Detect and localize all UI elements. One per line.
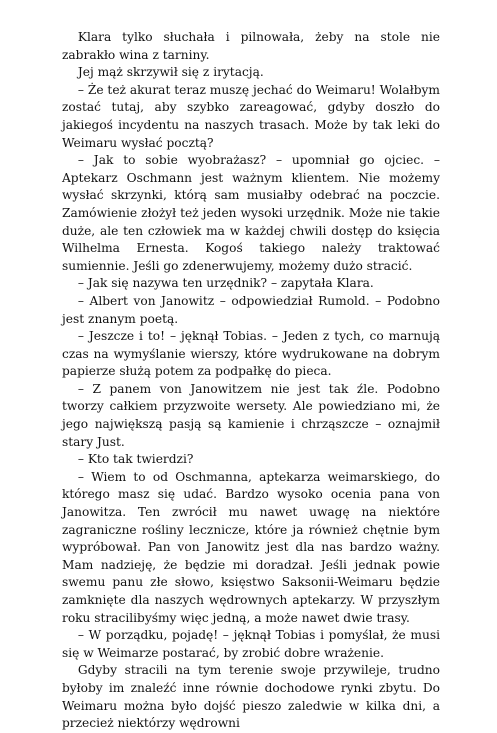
paragraph: Gdyby stracili na tym terenie swoje przywileje, trudno byłoby im znaleźć inne równie dochodowe rynki zbytu. Do Weimaru można było dojść pieszo zaledwie w kilka dni, a przecież niektórzy wędrowni — [62, 663, 440, 731]
paragraph: Jej mąż skrzywił się z irytacją. — [77, 65, 264, 80]
paragraph: – W porządku, pojadę! – jęknął Tobias i pomyślał, że musi się w Weimarze postarać, by zrobić dobre wrażenie. — [62, 628, 440, 660]
paragraph: – Wiem to od Oschmanna, aptekarza weimarskiego, do którego masz się udać. Bardzo wysoko ocenia pana von Janowitza. Ten zwrócił mu nawet uwagę na niektóre zagraniczne rośliny lecznicze, które ja również chętnie bym wypróbował. Pan von Janowitz jest dla nas bardzo ważny. Mam nadzieję, że będzie mi doradzał. Jeśli jednak powie swemu panu złe słowo, księstwo Saksonii-Weimaru będzie zamknięte dla naszych wędrownych aptekarzy. W przyszłym roku stracilibyśmy więc jedną, a może nawet dwie trasy. — [62, 469, 440, 625]
paragraph: – Jak to sobie wyobrażasz? – upomniał go ojciec. – Aptekarz Oschmann jest ważnym klientem. Nie możemy wysłać skrzynki, którą sam musiałby odebrać na poczcie. Zamówienie złożył też jeden wysoki urzędnik. Może nie takie duże, ale ten człowiek ma w każdej chwili dostęp do księcia Wilhelma Ernesta. Kogoś takiego należy traktować sumiennie. Jeśli go zdenerwujemy, możemy dużo stracić. — [62, 153, 440, 273]
paragraph: – Jeszcze i to! – jęknął Tobias. – Jeden z tych, co marnują czas na wymyślanie wierszy, które wydrukowane na dobrym papierze służą potem za podpałkę do pieca. — [62, 329, 440, 379]
paragraph: – Jak się nazywa ten urzędnik? – zapytała Klara. — [77, 276, 374, 291]
book-page — [62, 29, 440, 733]
paragraph: – Kto tak twierdzi? — [77, 452, 194, 467]
paragraph: – Że też akurat teraz muszę jechać do Weimaru! Wolałbym zostać tutaj, aby szybko zareagować, gdyby doszło do jakiegoś incydentu na naszych trasach. Może by tak leki do Weimaru wysłać pocztą? — [62, 82, 440, 150]
paragraph: Klara tylko słuchała i pilnowała, żeby na stole nie zabrakło wina z tarniny. — [62, 30, 440, 62]
paragraph: – Z panem von Janowitzem nie jest tak źle. Podobno tworzy całkiem przyzwoite wersety. Ale powiedziano mi, że jego największą pasją są kamienie i chrząszcze – oznajmił stary Just. — [62, 381, 440, 449]
paragraph: – Albert von Janowitz – odpowiedział Rumold. – Podobno jest znanym poetą. — [62, 293, 440, 326]
